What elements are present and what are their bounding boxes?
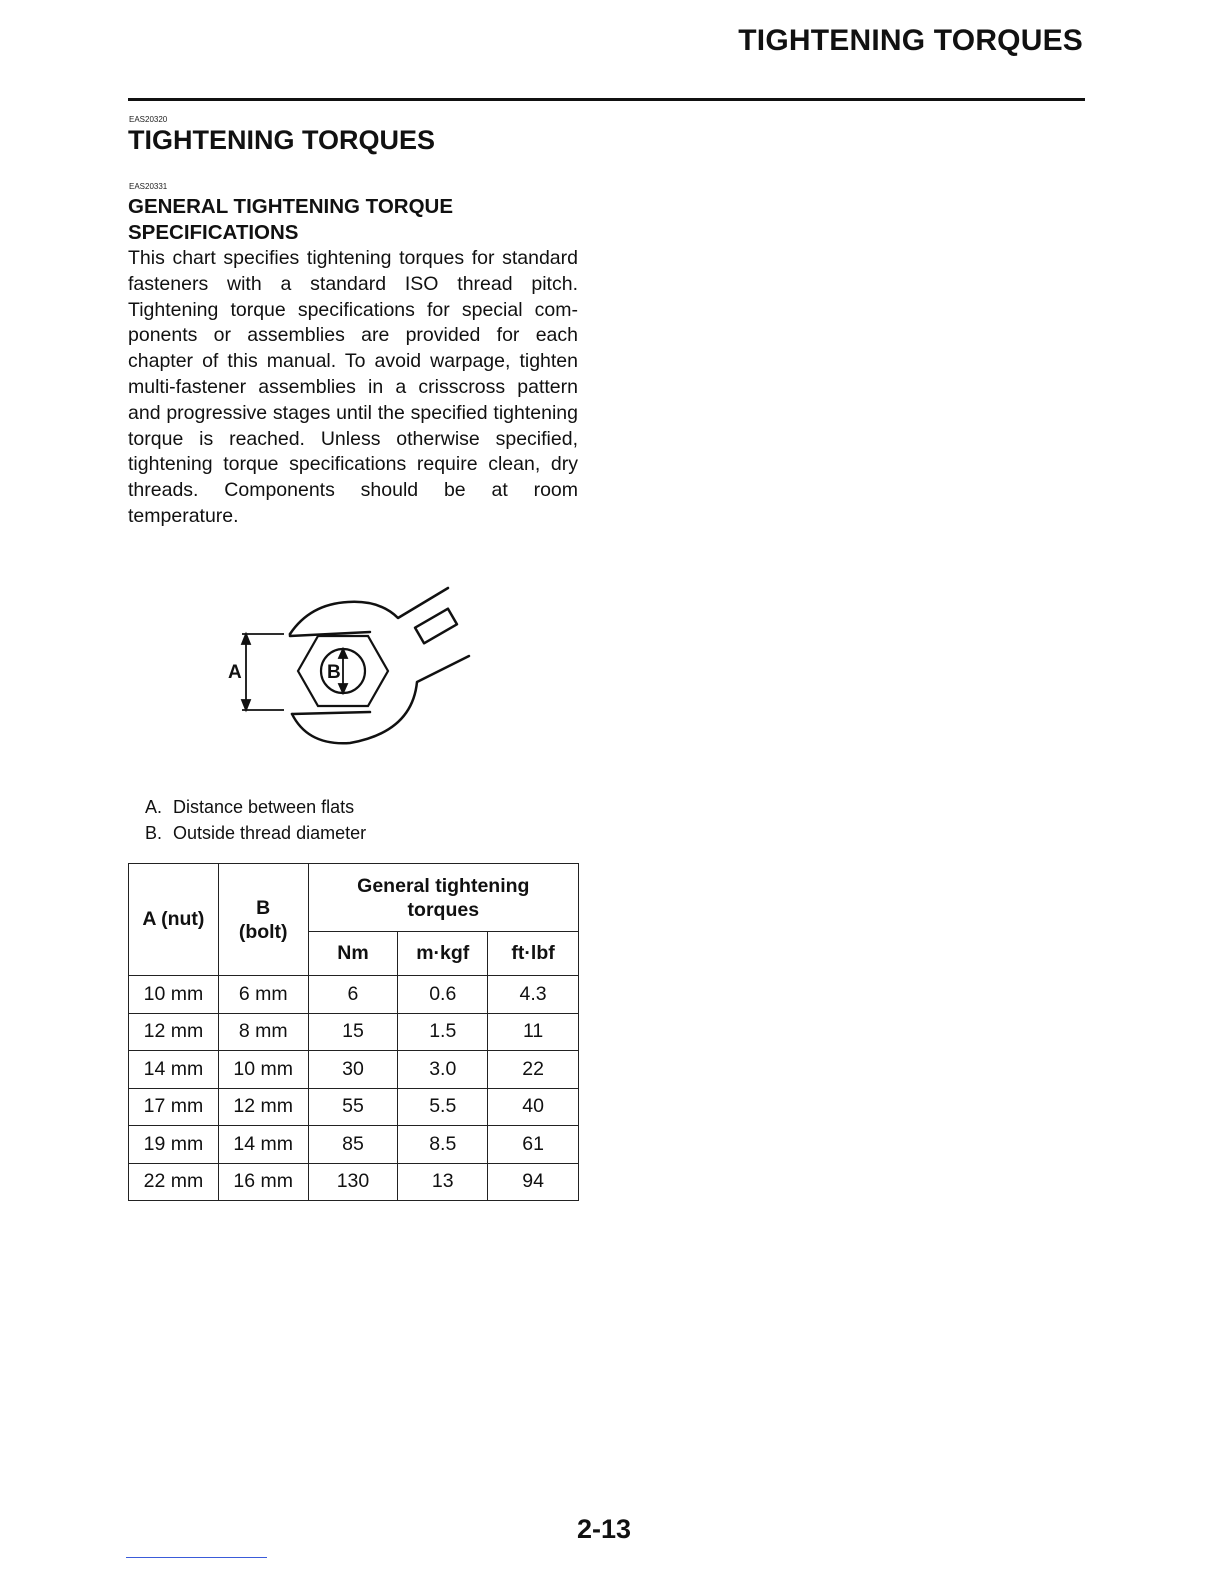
figure-label-b: B [327,662,341,683]
figure-legend [145,794,366,846]
cell-mkgf: 5.5 [398,1088,488,1126]
cell-nut: 22 mm [129,1163,219,1201]
legend-item-b [145,820,366,846]
torque-table [128,863,579,1201]
cell-nm: 6 [308,976,398,1014]
legend-key: B. [145,823,163,843]
subsection-title: GENERAL TIGHTENING TORQUE SPECIFICATIONS [128,195,453,244]
table-row [129,1163,579,1201]
table-row [129,976,579,1014]
cell-nm: 15 [308,1013,398,1051]
cell-nm: 30 [308,1051,398,1089]
wrench-slot [415,609,457,644]
page-number: 2-13 [577,1514,632,1544]
body-paragraph: This chart specifies tightening torques for standard fasteners with a standard ISO thread pitch. Tightening torque specifications for special components or assemblies are provided for each chapter of this manual. To avoid warpage, tighten multi-fastener assemblies in a crisscross pattern and progressive stages until the specified tightening torque is reached. Unless otherwise specified, tightening torque specifications require clean, dry threads. Components should be at room temperature. [128,247,578,527]
header-bolt [218,864,308,976]
header-nut: A (nut) [129,864,219,976]
cell-bolt: 10 mm [218,1051,308,1089]
cell-mkgf: 8.5 [398,1126,488,1164]
table-row [129,1013,579,1051]
cell-nm: 55 [308,1088,398,1126]
table-row [129,1126,579,1164]
cell-nut: 10 mm [129,976,219,1014]
dim-a-arrow-top [242,634,250,644]
cell-ftlbf: 11 [488,1013,579,1051]
cell-ftlbf: 40 [488,1088,579,1126]
cell-nut: 17 mm [129,1088,219,1126]
dim-a-arrow-bottom [242,700,250,710]
running-head: TIGHTENING TORQUES [738,24,1083,57]
section-title: TIGHTENING TORQUES [128,125,436,155]
legend-item-a [145,794,366,820]
header-ftlbf: ft·lbf [488,932,579,976]
section-code: EAS20320 [129,115,168,124]
table-row [129,1088,579,1126]
header-group-line2: torques [407,898,480,921]
figure-label-a: A [228,662,242,683]
wrench-figure [220,582,480,752]
cell-nut: 12 mm [129,1013,219,1051]
header-bolt-line1: B [256,896,271,919]
header-torque-group [308,864,578,932]
cell-mkgf: 0.6 [398,976,488,1014]
wrench-jaw-bottom [292,712,370,714]
legend-text: Distance between flats [173,797,355,817]
header-bolt-line2: (bolt) [238,920,288,943]
cell-ftlbf: 61 [488,1126,579,1164]
cell-mkgf: 13 [398,1163,488,1201]
cell-bolt: 6 mm [218,976,308,1014]
header-group-line1: General tightening [357,874,530,897]
cell-nm: 130 [308,1163,398,1201]
cell-nut: 14 mm [129,1051,219,1089]
dim-b-arrow-top [339,649,347,658]
header-mkgf: m·kgf [398,932,488,976]
table-row [129,1051,579,1089]
cell-mkgf: 1.5 [398,1013,488,1051]
header-nm: Nm [308,932,398,976]
cell-nm: 85 [308,1126,398,1164]
subsection-code: EAS20331 [129,182,168,191]
cell-ftlbf: 94 [488,1163,579,1201]
cell-bolt: 16 mm [218,1163,308,1201]
cell-ftlbf: 4.3 [488,976,579,1014]
legend-key: A. [145,797,163,817]
cell-bolt: 8 mm [218,1013,308,1051]
legend-text: Outside thread diameter [173,823,367,843]
cell-nut: 19 mm [129,1126,219,1164]
header-rule [128,98,1085,101]
footer-link-rule[interactable] [126,1557,267,1558]
cell-ftlbf: 22 [488,1051,579,1089]
cell-mkgf: 3.0 [398,1051,488,1089]
dim-b-arrow-bottom [339,684,347,693]
cell-bolt: 14 mm [218,1126,308,1164]
cell-bolt: 12 mm [218,1088,308,1126]
